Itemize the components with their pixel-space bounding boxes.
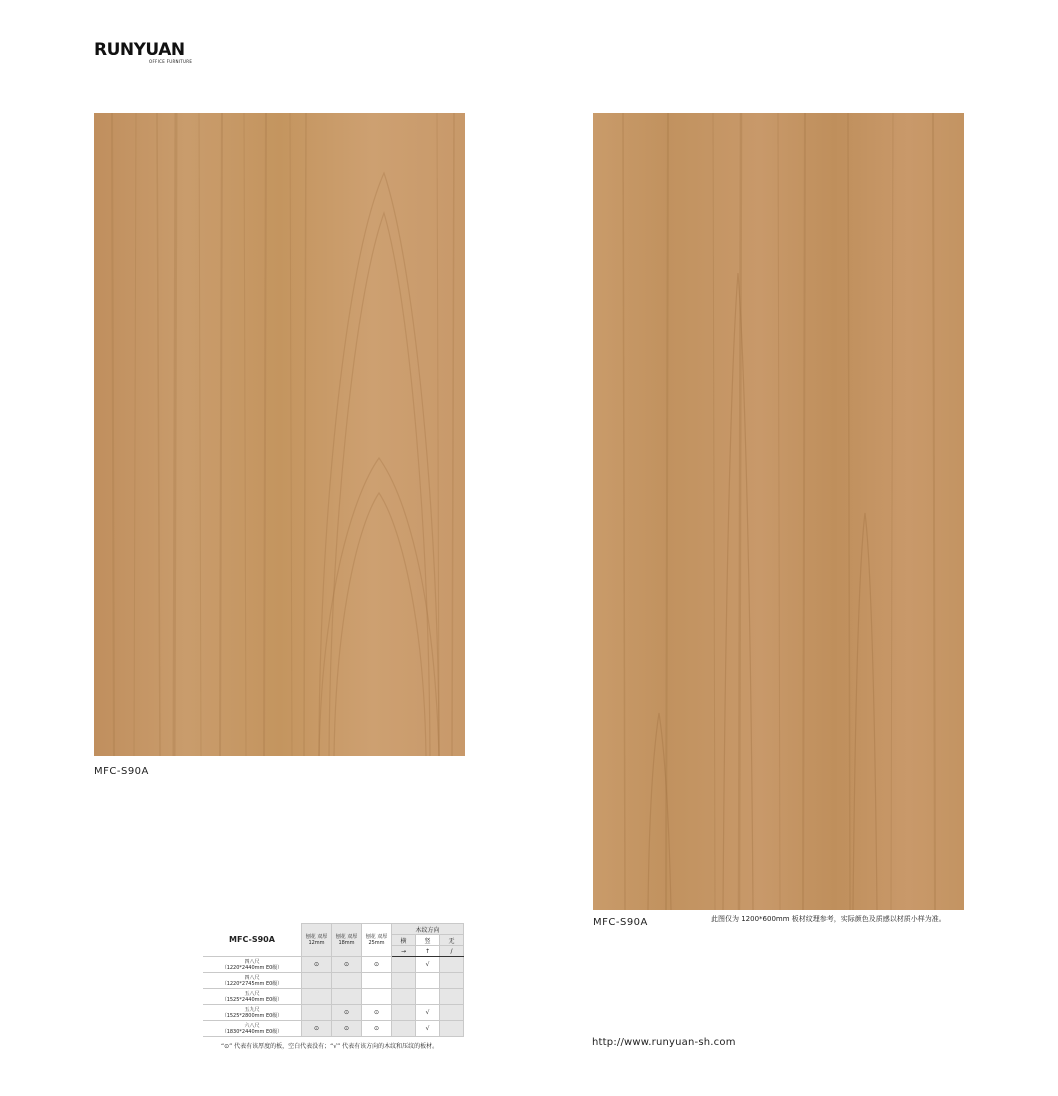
thickness-header-12: 刨花 双厚 12mm: [302, 924, 332, 957]
wood-texture-right: [593, 113, 964, 910]
mark-18: ⊙: [332, 957, 362, 973]
website-link[interactable]: http://www.runyuan-sh.com: [592, 1037, 736, 1048]
size-dim: （1220*2440mm E0级）: [221, 964, 283, 971]
thickness-header-25: 刨花 双厚 25mm: [362, 924, 392, 957]
size-name: 四八尺: [244, 958, 260, 965]
mark-none: [440, 973, 464, 989]
size-cell: [203, 1021, 302, 1037]
size-name: 四八尺: [244, 974, 260, 981]
mark-vertical: [416, 989, 440, 1005]
mark-18: [332, 973, 362, 989]
mark-horizontal: [392, 989, 416, 1005]
logo-subtitle: OFFICE FURNITURE: [149, 59, 193, 64]
mark-vertical: √: [416, 957, 440, 973]
table-row: [203, 1005, 464, 1021]
grain-arrow-none: /: [440, 946, 464, 957]
mark-horizontal: [392, 1021, 416, 1037]
mark-18: ⊙: [332, 1005, 362, 1021]
mark-25: ⊙: [362, 1021, 392, 1037]
brand-logo: [94, 42, 194, 66]
size-cell: [203, 973, 302, 989]
mark-horizontal: [392, 1005, 416, 1021]
size-name: 五九尺: [244, 1006, 260, 1013]
mark-horizontal: [392, 957, 416, 973]
mark-none: [440, 957, 464, 973]
mark-12: [302, 989, 332, 1005]
sample-label-left: MFC-S90A: [94, 766, 149, 777]
size-dim: （1220*2745mm E0级）: [221, 980, 283, 987]
mark-12: ⊙: [302, 957, 332, 973]
table-row: [203, 957, 464, 973]
wood-texture-left: [94, 113, 465, 756]
size-cell: [203, 989, 302, 1005]
logo-wordmark: RUNYUAN: [94, 40, 185, 60]
size-dim: （1830*2440mm E0级）: [221, 1028, 283, 1035]
mark-vertical: √: [416, 1005, 440, 1021]
wood-swatch-left: [94, 113, 465, 756]
size-name: 五八尺: [244, 990, 260, 997]
size-dim: （1525*2440mm E0级）: [221, 996, 283, 1003]
table-row: [203, 973, 464, 989]
wood-swatch-right: [593, 113, 964, 910]
grain-arrow-horizontal: →: [392, 946, 416, 957]
mark-18: ⊙: [332, 1021, 362, 1037]
mark-25: [362, 973, 392, 989]
mark-25: ⊙: [362, 1005, 392, 1021]
size-cell: [203, 957, 302, 973]
table-row: [203, 1021, 464, 1037]
spec-table: [203, 923, 464, 1037]
mark-25: [362, 989, 392, 1005]
spec-legend-note: “⊙” 代表有该厚度的板，空白代表没有；“√” 代表有该方向的木纹和压纹的板材。: [221, 1043, 439, 1050]
grain-col-vertical: 竖: [416, 935, 440, 946]
grain-col-horizontal: 横: [392, 935, 416, 946]
size-name: 六八尺: [244, 1022, 260, 1029]
mark-vertical: √: [416, 1021, 440, 1037]
grain-arrow-vertical: ↑: [416, 946, 440, 957]
texture-disclaimer: 此图仅为 1200*600mm 板材纹理参考，实际颜色及质感以材质小样为准。: [711, 915, 946, 923]
mark-12: [302, 1005, 332, 1021]
size-cell: [203, 1005, 302, 1021]
spec-model: MFC-S90A: [203, 924, 302, 957]
mark-12: ⊙: [302, 1021, 332, 1037]
mark-18: [332, 989, 362, 1005]
mark-25: ⊙: [362, 957, 392, 973]
thickness-header-18: 刨花 双厚 18mm: [332, 924, 362, 957]
mark-none: [440, 989, 464, 1005]
mark-vertical: [416, 973, 440, 989]
grain-direction-header: 木纹方向: [392, 924, 464, 935]
mark-12: [302, 973, 332, 989]
mark-none: [440, 1005, 464, 1021]
sample-label-right: MFC-S90A: [593, 917, 648, 928]
mark-horizontal: [392, 973, 416, 989]
mark-none: [440, 1021, 464, 1037]
table-row: [203, 989, 464, 1005]
size-dim: （1525*2800mm E0级）: [221, 1012, 283, 1019]
grain-col-none: 无: [440, 935, 464, 946]
